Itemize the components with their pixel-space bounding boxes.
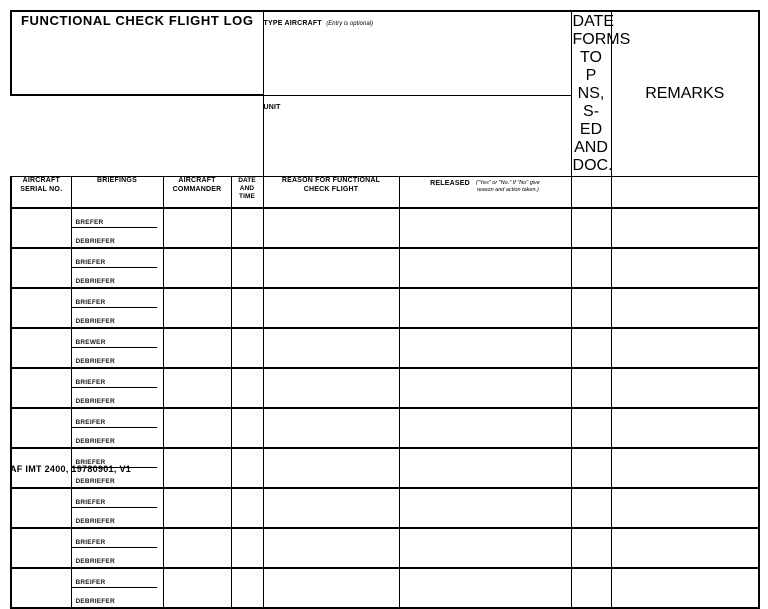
cell-aircraft-commander[interactable] bbox=[163, 448, 231, 488]
cell-aircraft-commander[interactable] bbox=[163, 208, 231, 248]
col-commander-line2: COMMANDER bbox=[172, 185, 222, 193]
cell-reason[interactable] bbox=[263, 448, 399, 488]
table-row bbox=[11, 328, 759, 368]
cell-reason[interactable] bbox=[263, 328, 399, 368]
unit-label: UNIT bbox=[263, 103, 281, 111]
col-remarks-spacer bbox=[611, 177, 759, 209]
col-reason-line2: CHECK FLIGHT bbox=[303, 185, 359, 193]
col-aircraft-serial-no bbox=[11, 177, 71, 209]
cell-date-and-time[interactable] bbox=[231, 248, 263, 288]
cell-briefings bbox=[71, 208, 163, 248]
briefer-label: BREWER bbox=[75, 339, 106, 346]
col-briefings-label: BRIEFINGS bbox=[97, 177, 137, 184]
briefer-label: BRIEFER bbox=[75, 379, 106, 386]
cell-briefings bbox=[71, 568, 163, 608]
col-aircraft-commander bbox=[163, 177, 231, 209]
released-note bbox=[476, 180, 540, 194]
col-date-line1: DATE bbox=[238, 177, 256, 184]
functional-check-flight-log-form bbox=[10, 10, 758, 609]
cell-remarks[interactable] bbox=[611, 528, 759, 568]
debriefer-subcell[interactable] bbox=[72, 588, 163, 607]
cell-aircraft-commander[interactable] bbox=[163, 528, 231, 568]
debriefer-label: DEBRIEFER bbox=[75, 558, 115, 565]
cell-reason[interactable] bbox=[263, 568, 399, 608]
debriefer-label: DEBRIEFER bbox=[75, 518, 115, 525]
cell-reason[interactable] bbox=[263, 288, 399, 328]
released-label: RELEASED bbox=[430, 180, 470, 187]
cell-remarks[interactable] bbox=[611, 488, 759, 528]
cell-remarks[interactable] bbox=[611, 448, 759, 488]
briefer-subcell[interactable] bbox=[72, 289, 163, 308]
cell-date-and-time[interactable] bbox=[231, 408, 263, 448]
cell-briefings bbox=[71, 488, 163, 528]
debriefer-label: DEBRIEFER bbox=[75, 238, 115, 245]
cell-reason[interactable] bbox=[263, 408, 399, 448]
cell-briefings bbox=[71, 528, 163, 568]
cell-aircraft-serial-no[interactable] bbox=[11, 408, 71, 448]
cell-aircraft-commander[interactable] bbox=[163, 368, 231, 408]
cell-remarks[interactable] bbox=[611, 568, 759, 608]
table-row bbox=[11, 408, 759, 448]
briefer-subcell[interactable] bbox=[72, 329, 163, 348]
cell-date-and-time[interactable] bbox=[231, 488, 263, 528]
cell-aircraft-serial-no[interactable] bbox=[11, 568, 71, 608]
cell-briefings bbox=[71, 368, 163, 408]
table-row bbox=[11, 568, 759, 608]
briefer-label: BRIEFER bbox=[75, 459, 106, 466]
briefer-label: BRIEFER bbox=[75, 299, 106, 306]
cell-aircraft-serial-no[interactable] bbox=[11, 328, 71, 368]
cell-aircraft-serial-no[interactable] bbox=[11, 368, 71, 408]
briefer-subcell[interactable] bbox=[72, 489, 163, 508]
cell-briefings bbox=[71, 408, 163, 448]
remarks-header-cell bbox=[611, 11, 759, 177]
cell-remarks[interactable] bbox=[611, 328, 759, 368]
debriefer-label: DEBRIEFER bbox=[75, 438, 115, 445]
col-reason-line1: REASON FOR FUNCTIONAL bbox=[281, 177, 381, 184]
briefer-label: BREIFER bbox=[75, 579, 106, 586]
col-date-line2: AND bbox=[239, 184, 255, 192]
col-commander-line1: AIRCRAFT bbox=[178, 177, 216, 184]
form-table bbox=[10, 10, 760, 609]
debriefer-subcell[interactable] bbox=[72, 228, 163, 247]
cell-date-forms[interactable] bbox=[571, 408, 611, 448]
cell-aircraft-commander[interactable] bbox=[163, 488, 231, 528]
cell-released[interactable] bbox=[399, 528, 571, 568]
cell-date-and-time[interactable] bbox=[231, 208, 263, 248]
cell-remarks[interactable] bbox=[611, 288, 759, 328]
form-title-cell bbox=[11, 11, 263, 95]
type-aircraft-label: TYPE AIRCRAFT bbox=[263, 20, 322, 27]
cell-date-and-time[interactable] bbox=[231, 328, 263, 368]
cell-aircraft-commander[interactable] bbox=[163, 408, 231, 448]
form-body bbox=[11, 208, 759, 608]
col-reason-for-functional-check-flight bbox=[263, 177, 399, 209]
briefer-label: BRIEFER bbox=[75, 539, 106, 546]
cell-released[interactable] bbox=[399, 568, 571, 608]
debriefer-subcell[interactable] bbox=[72, 308, 163, 327]
col-date-line3: TIME bbox=[239, 192, 255, 200]
date-forms-line-5: AND DOC. bbox=[572, 139, 613, 174]
cell-aircraft-commander[interactable] bbox=[163, 568, 231, 608]
cell-date-and-time[interactable] bbox=[231, 448, 263, 488]
cell-reason[interactable] bbox=[263, 528, 399, 568]
briefer-label: BREIFER bbox=[75, 419, 106, 426]
cell-released[interactable] bbox=[399, 288, 571, 328]
debriefer-subcell[interactable] bbox=[72, 548, 163, 567]
cell-briefings bbox=[71, 328, 163, 368]
date-forms-line-4: S- ED bbox=[579, 103, 603, 138]
date-forms-line-3: P NS, bbox=[577, 67, 605, 102]
briefer-label: BRIEFER bbox=[75, 259, 106, 266]
page-title: FUNCTIONAL CHECK FLIGHT LOG bbox=[20, 13, 254, 28]
briefer-label: BRIEFER bbox=[75, 499, 106, 506]
cell-reason[interactable] bbox=[263, 488, 399, 528]
briefer-subcell[interactable] bbox=[72, 529, 163, 548]
cell-briefings bbox=[71, 248, 163, 288]
released-note-line1: ("Yes" or "No." If "No" give bbox=[475, 180, 540, 186]
unit-field[interactable] bbox=[263, 95, 571, 176]
cell-released[interactable] bbox=[399, 408, 571, 448]
cell-aircraft-serial-no[interactable] bbox=[11, 288, 71, 328]
debriefer-subcell[interactable] bbox=[72, 508, 163, 527]
cell-remarks[interactable] bbox=[611, 208, 759, 248]
date-forms-header-cell bbox=[571, 11, 631, 177]
table-row bbox=[11, 248, 759, 288]
cell-aircraft-serial-no[interactable] bbox=[11, 488, 71, 528]
col-serial-line1: AIRCRAFT bbox=[22, 177, 60, 184]
col-briefings bbox=[71, 177, 163, 209]
cell-date-forms[interactable] bbox=[571, 248, 611, 288]
debriefer-subcell[interactable] bbox=[72, 388, 163, 407]
cell-date-forms[interactable] bbox=[571, 368, 611, 408]
cell-released[interactable] bbox=[399, 208, 571, 248]
debriefer-label: DEBRIEFER bbox=[75, 358, 115, 365]
col-released bbox=[399, 177, 571, 209]
cell-released[interactable] bbox=[399, 488, 571, 528]
cell-date-and-time[interactable] bbox=[231, 568, 263, 608]
cell-aircraft-commander[interactable] bbox=[163, 328, 231, 368]
cell-date-and-time[interactable] bbox=[231, 528, 263, 568]
remarks-label: REMARKS bbox=[645, 85, 725, 102]
cell-briefings bbox=[71, 288, 163, 328]
form-footer: AF IMT 2400, 19780901, V1 bbox=[10, 464, 132, 474]
title-row bbox=[11, 11, 759, 95]
cell-remarks[interactable] bbox=[611, 368, 759, 408]
cell-released[interactable] bbox=[399, 328, 571, 368]
cell-date-and-time[interactable] bbox=[231, 288, 263, 328]
cell-remarks[interactable] bbox=[611, 248, 759, 288]
table-row bbox=[11, 208, 759, 248]
cell-released[interactable] bbox=[399, 448, 571, 488]
table-row bbox=[11, 288, 759, 328]
debriefer-label: DEBRIEFER bbox=[75, 278, 115, 285]
date-forms-line-2: FORMS TO bbox=[572, 31, 631, 66]
col-serial-line2: SERIAL NO. bbox=[20, 185, 63, 193]
cell-reason[interactable] bbox=[263, 248, 399, 288]
table-row bbox=[11, 368, 759, 408]
cell-released[interactable] bbox=[399, 248, 571, 288]
cell-date-forms[interactable] bbox=[571, 448, 611, 488]
briefer-subcell[interactable] bbox=[72, 569, 163, 588]
briefer-subcell[interactable] bbox=[72, 209, 163, 228]
cell-date-and-time[interactable] bbox=[231, 368, 263, 408]
cell-reason[interactable] bbox=[263, 368, 399, 408]
column-header-row bbox=[11, 177, 759, 209]
cell-aircraft-commander[interactable] bbox=[163, 248, 231, 288]
briefer-subcell[interactable] bbox=[72, 249, 163, 268]
cell-released[interactable] bbox=[399, 368, 571, 408]
cell-date-forms[interactable] bbox=[571, 568, 611, 608]
released-note-line2: reason and action taken.) bbox=[476, 187, 539, 194]
debriefer-label: DEBRIEFER bbox=[75, 318, 115, 325]
cell-aircraft-serial-no[interactable] bbox=[11, 208, 71, 248]
col-date-forms-spacer bbox=[571, 177, 611, 209]
type-aircraft-field[interactable] bbox=[263, 11, 571, 95]
cell-date-forms[interactable] bbox=[571, 528, 611, 568]
cell-date-forms[interactable] bbox=[571, 208, 611, 248]
col-date-and-time bbox=[231, 177, 263, 209]
cell-aircraft-serial-no[interactable] bbox=[11, 248, 71, 288]
cell-date-forms[interactable] bbox=[571, 488, 611, 528]
debriefer-subcell[interactable] bbox=[72, 428, 163, 447]
cell-aircraft-serial-no[interactable] bbox=[11, 528, 71, 568]
table-row bbox=[11, 528, 759, 568]
cell-remarks[interactable] bbox=[611, 408, 759, 448]
debriefer-label: DEBRIEFER bbox=[75, 398, 115, 405]
briefer-subcell[interactable] bbox=[72, 409, 163, 428]
debriefer-subcell[interactable] bbox=[72, 268, 163, 287]
date-forms-line-1: DATE bbox=[572, 13, 614, 30]
cell-date-forms[interactable] bbox=[571, 328, 611, 368]
briefer-label: BREFER bbox=[75, 219, 104, 226]
cell-reason[interactable] bbox=[263, 208, 399, 248]
cell-aircraft-commander[interactable] bbox=[163, 288, 231, 328]
table-row bbox=[11, 488, 759, 528]
debriefer-label: DEBRIEFER bbox=[75, 478, 115, 485]
debriefer-label: DEBRIEFER bbox=[75, 598, 115, 605]
briefer-subcell[interactable] bbox=[72, 369, 163, 388]
debriefer-subcell[interactable] bbox=[72, 348, 163, 367]
type-aircraft-note: (Entry is optional) bbox=[326, 21, 373, 27]
cell-date-forms[interactable] bbox=[571, 288, 611, 328]
